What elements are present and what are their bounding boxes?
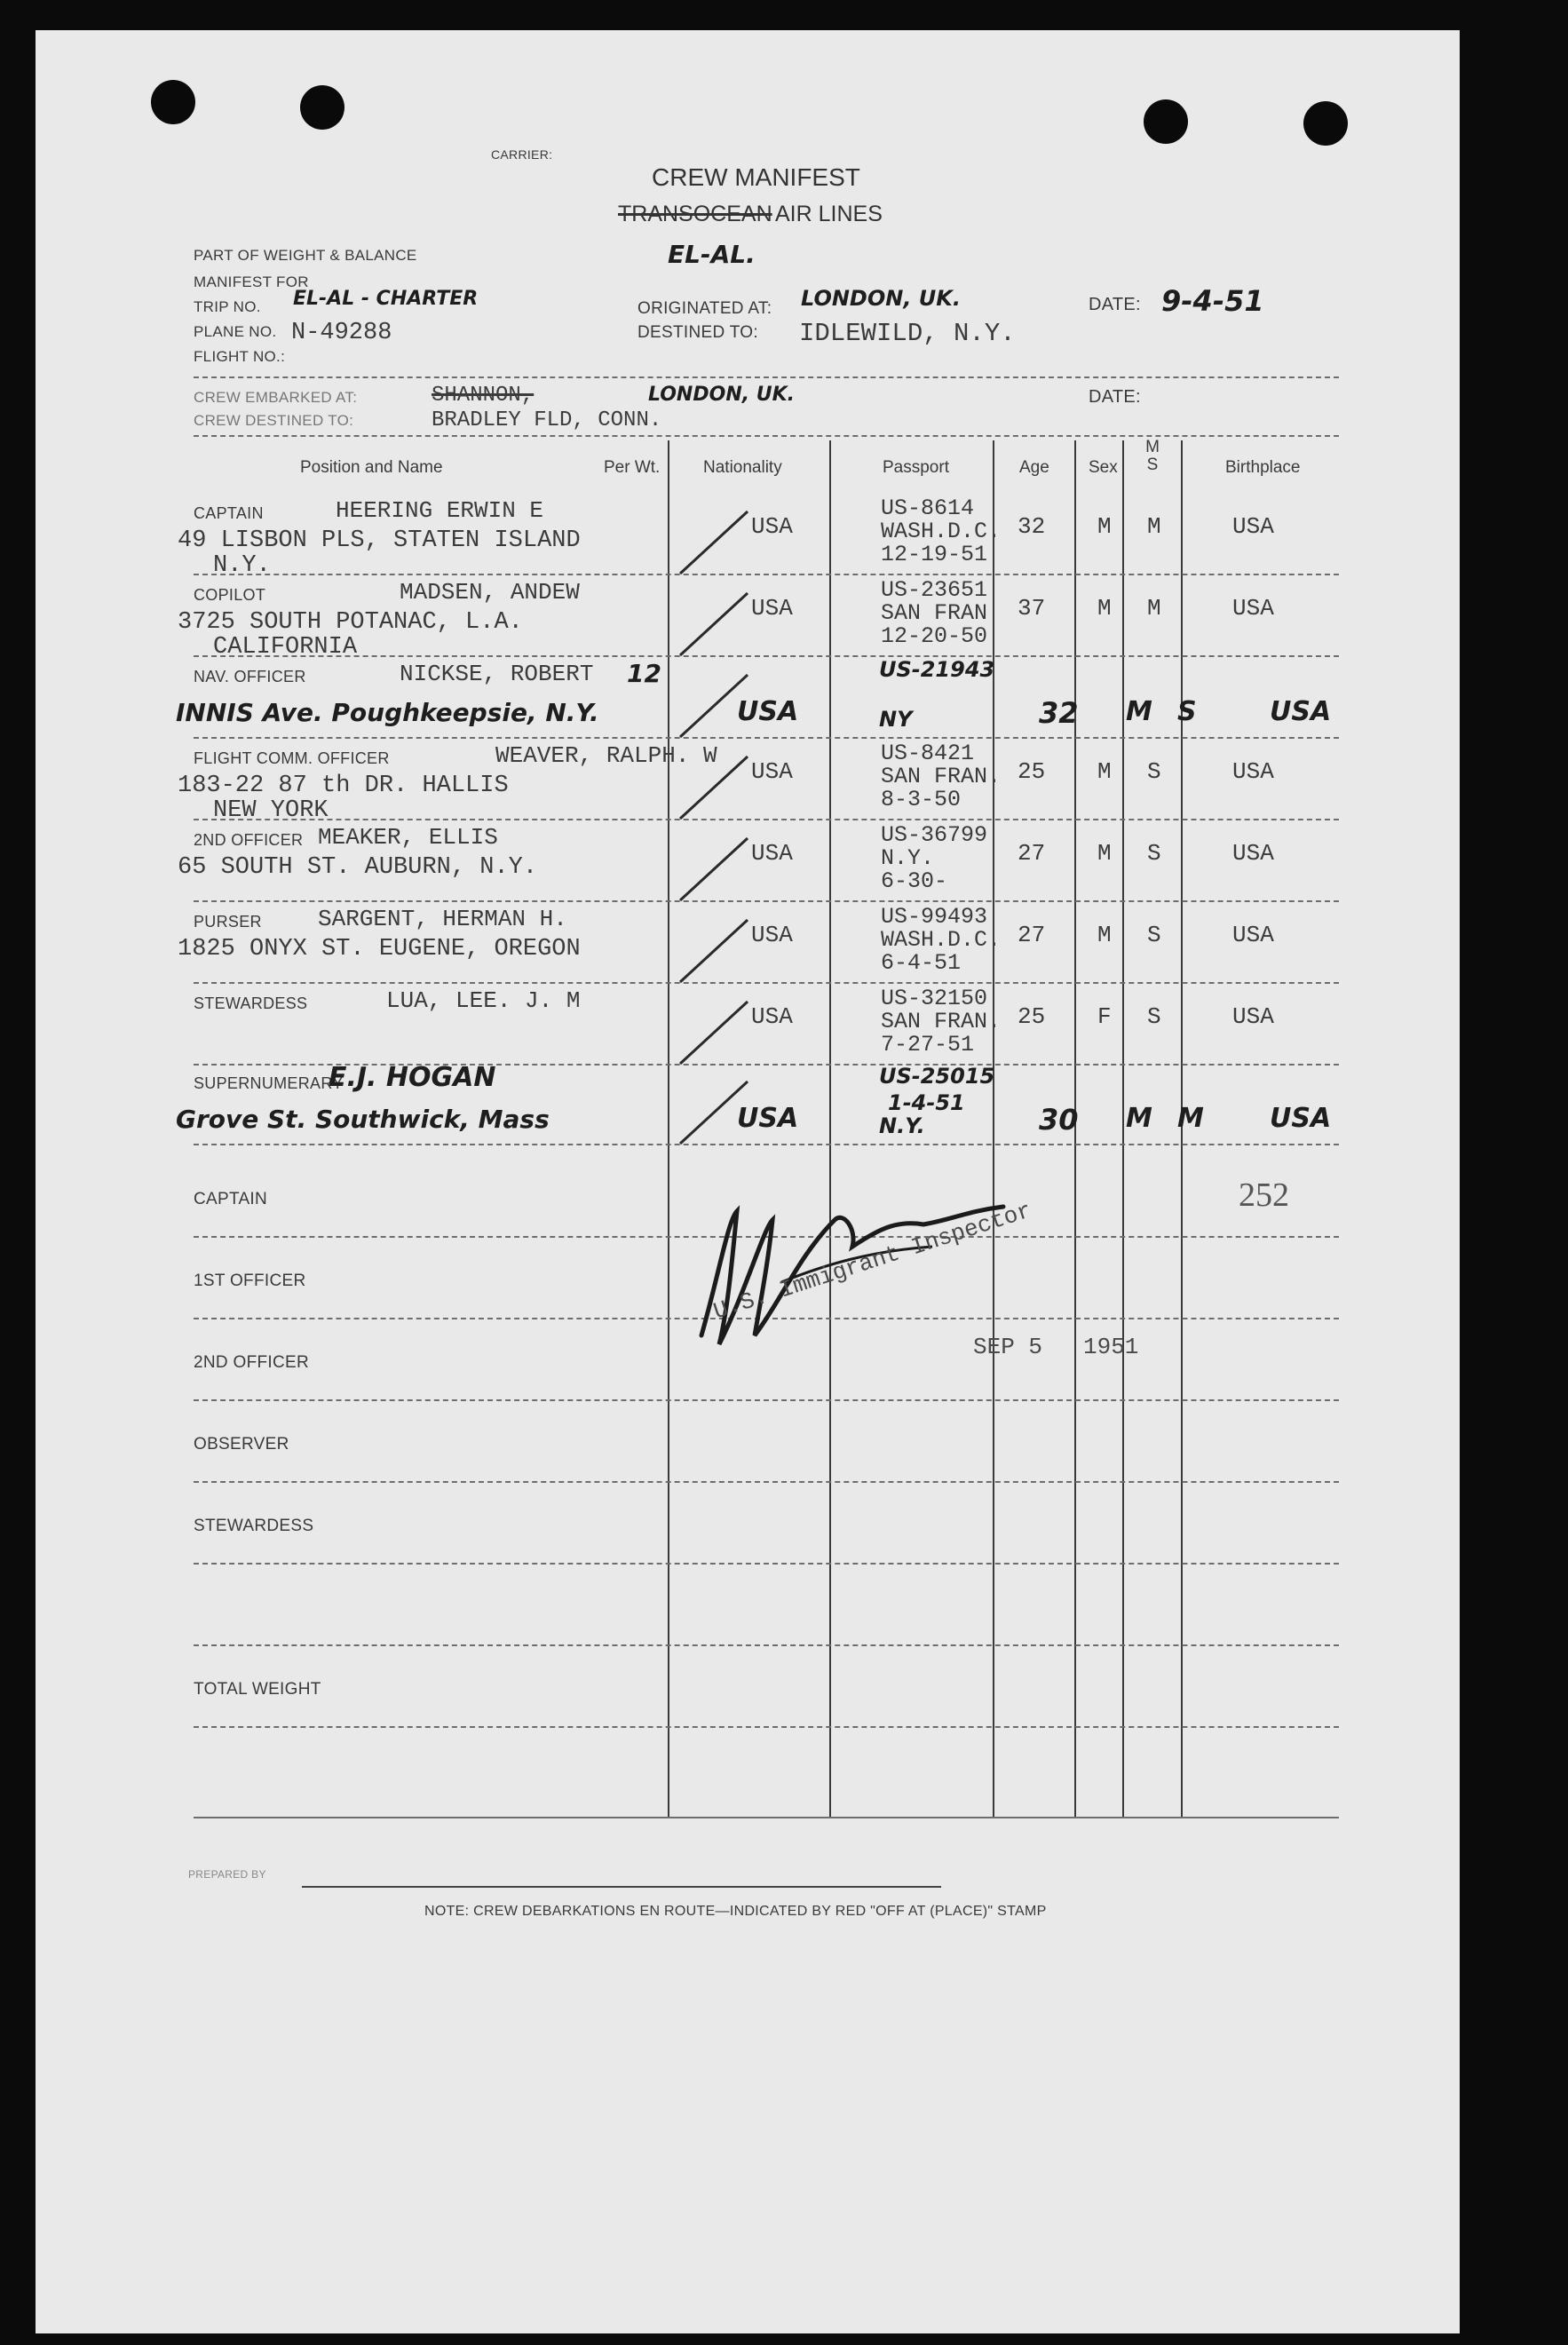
crew-name: NICKSE, ROBERT: [400, 661, 594, 687]
empty-row-label: STEWARDESS: [194, 1517, 314, 1535]
crew-nationality: USA: [751, 922, 793, 948]
crew-destined-label: CREW DESTINED TO:: [194, 412, 354, 429]
crew-name: SARGENT, HERMAN H.: [318, 906, 567, 932]
row-divider: [194, 1644, 1339, 1646]
crew-passport-place: 1-4-51: [888, 1090, 965, 1115]
crew-sex: F: [1097, 1003, 1112, 1030]
crew-passport-place: WASH.D.C.: [881, 519, 1002, 544]
crew-address: 49 LISBON PLS, STATEN ISLAND: [178, 527, 581, 554]
crew-passport-place: SAN FRAN: [881, 600, 988, 626]
crew-passport-number: US-21943: [879, 657, 995, 682]
crew-age: 30: [1039, 1103, 1079, 1137]
crew-address: 1825 ONYX ST. EUGENE, OREGON: [178, 936, 581, 963]
crew-name-extra: 12: [627, 659, 661, 688]
crew-passport-number: US-8421: [881, 741, 975, 766]
inspector-stamp: U.S. Immigrant Inspector: [710, 1197, 1035, 1326]
crew-age: 27: [1018, 840, 1046, 867]
crew-sex: M: [1126, 696, 1152, 727]
crew-position: CAPTAIN: [194, 504, 264, 522]
crew-position: COPILOT: [194, 586, 266, 604]
crew-age: 32: [1039, 696, 1079, 730]
crew-passport-place: SAN FRAN.: [881, 1009, 1002, 1034]
destined-value: IDLEWILD, N.Y.: [799, 319, 1016, 348]
crew-marital-status: M: [1147, 513, 1161, 540]
crew-birthplace: USA: [1232, 513, 1274, 540]
destined-label: DESTINED TO:: [637, 323, 758, 342]
nationality-check-mark: [677, 590, 756, 661]
crew-birthplace: USA: [1270, 1103, 1332, 1134]
crew-birthplace: USA: [1232, 922, 1274, 948]
row-divider: [194, 737, 1339, 739]
crew-nationality: USA: [751, 758, 793, 785]
crew-destined-value: BRADLEY FLD, CONN.: [432, 408, 662, 432]
crew-address: 3725 SOUTH POTANAC, L.A.: [178, 609, 523, 636]
nationality-check-mark: [677, 753, 756, 824]
date-label: DATE:: [1089, 295, 1141, 314]
originated-value: LONDON, UK.: [801, 286, 962, 311]
crew-nationality: USA: [737, 696, 799, 727]
manifest-page: [36, 30, 1460, 2333]
crew-embarked-struck: SHANNON,: [432, 384, 535, 408]
crew-age: 27: [1018, 922, 1046, 948]
flight-label: FLIGHT NO.:: [194, 348, 286, 365]
crew-sex: M: [1126, 1103, 1152, 1134]
crew-nationality: USA: [737, 1103, 799, 1134]
empty-row-label: CAPTAIN: [194, 1190, 268, 1208]
crew-position: SUPERNUMERARY: [194, 1074, 344, 1092]
crew-birthplace: USA: [1270, 696, 1332, 727]
punch-hole: [1144, 99, 1188, 144]
crew-position: 2ND OFFICER: [194, 831, 304, 849]
crew-nationality: USA: [751, 1003, 793, 1030]
punch-hole: [300, 85, 344, 130]
empty-row-label: TOTAL WEIGHT: [194, 1680, 321, 1699]
crew-passport-date: 12-19-51: [881, 542, 988, 567]
row-divider: [194, 1144, 1339, 1145]
col-per-wt: Per Wt.: [604, 458, 661, 477]
crew-marital-status: S: [1177, 696, 1197, 727]
crew-marital-status: S: [1147, 1003, 1161, 1030]
trip-value: EL-AL - CHARTER: [293, 288, 479, 310]
part-of-label: PART OF WEIGHT & BALANCE: [194, 247, 417, 264]
nationality-check-mark: [677, 916, 756, 987]
row-divider: [194, 1481, 1339, 1483]
crew-sex: M: [1097, 922, 1112, 948]
prepared-by-label: PREPARED BY: [188, 1868, 266, 1881]
crew-marital-status: M: [1147, 595, 1161, 622]
crew-passport-place: SAN FRAN.: [881, 764, 1002, 789]
crew-address: 65 SOUTH ST. AUBURN, N.Y.: [178, 854, 538, 881]
crew-passport-date: 12-20-50: [881, 623, 988, 649]
crew-age: 32: [1018, 513, 1046, 540]
crew-passport-place: N.Y.: [881, 845, 935, 871]
empty-row-label: 2ND OFFICER: [194, 1353, 309, 1372]
empty-row-label: OBSERVER: [194, 1435, 289, 1454]
col-passport: Passport: [883, 458, 949, 477]
crew-birthplace: USA: [1232, 840, 1274, 867]
crew-address-line2: N.Y.: [213, 552, 271, 579]
trip-label: TRIP NO.: [194, 298, 261, 315]
crew-passport-number: US-25015: [879, 1064, 995, 1089]
stamp-date-year: 1951: [1083, 1334, 1139, 1360]
date2-label: DATE:: [1089, 387, 1141, 407]
col-nationality: Nationality: [703, 458, 782, 477]
punch-hole: [151, 80, 195, 124]
stamp-date-month: SEP 5: [973, 1334, 1043, 1360]
date-value: 9-4-51: [1161, 284, 1264, 318]
col-marital-status: M S: [1145, 438, 1160, 474]
nationality-check-mark: [677, 508, 756, 579]
punch-hole: [1303, 101, 1348, 146]
crew-passport-number: US-23651: [881, 577, 988, 603]
crew-address: Grove St. Southwick, Mass: [176, 1105, 550, 1134]
handwritten-airline: EL-AL.: [668, 240, 756, 269]
crew-birthplace: USA: [1232, 1003, 1274, 1030]
plane-label: PLANE NO.: [194, 323, 277, 340]
crew-age: 25: [1018, 1003, 1046, 1030]
crew-marital-status: M: [1177, 1103, 1204, 1134]
crew-sex: M: [1097, 840, 1112, 867]
nationality-check-mark: [677, 998, 756, 1069]
page-number: 252: [1239, 1176, 1289, 1214]
crew-sex: M: [1097, 758, 1112, 785]
originated-label: ORIGINATED AT:: [637, 299, 772, 318]
row-divider: [194, 1726, 1339, 1728]
row-divider: [194, 1399, 1339, 1401]
crew-passport-number: US-32150: [881, 986, 988, 1011]
crew-name: MEAKER, ELLIS: [318, 824, 498, 851]
crew-embarked-value: LONDON, UK.: [648, 384, 796, 406]
empty-row-label: 1ST OFFICER: [194, 1272, 306, 1290]
crew-passport-date: 7-27-51: [881, 1032, 975, 1058]
crew-passport-date: NY: [879, 707, 913, 732]
nationality-check-mark: [677, 835, 756, 906]
air-lines-label: AIR LINES: [775, 202, 883, 226]
crew-marital-status: S: [1147, 922, 1161, 948]
col-sex: Sex: [1089, 458, 1118, 477]
col-birthplace: Birthplace: [1225, 458, 1301, 477]
row-divider: [194, 900, 1339, 902]
crew-name: LUA, LEE. J. M: [386, 987, 581, 1014]
crew-nationality: USA: [751, 513, 793, 540]
row-divider: [194, 574, 1339, 575]
row-divider: [194, 982, 1339, 984]
crew-passport-date: 6-4-51: [881, 950, 962, 976]
plane-value: N-49288: [291, 320, 392, 346]
crew-nationality: USA: [751, 595, 793, 622]
col-age: Age: [1019, 458, 1049, 477]
crew-marital-status: S: [1147, 840, 1161, 867]
crew-position: STEWARDESS: [194, 994, 308, 1012]
crew-embarked-label: CREW EMBARKED AT:: [194, 389, 358, 406]
crew-name: HEERING ERWIN E: [336, 497, 544, 524]
manifest-for-label: MANIFEST FOR: [194, 273, 309, 290]
crew-birthplace: USA: [1232, 758, 1274, 785]
struck-airline-name: TRANSOCEAN: [618, 202, 772, 226]
crew-address: 183-22 87 th DR. HALLIS: [178, 772, 509, 799]
row-divider: [194, 819, 1339, 820]
crew-passport-place: WASH.D.C.: [881, 927, 1002, 953]
crew-passport-date: 6-30-: [881, 868, 948, 894]
crew-age: 37: [1018, 595, 1046, 622]
crew-passport-date: 8-3-50: [881, 787, 962, 812]
page-title: CREW MANIFEST: [652, 163, 860, 191]
row-divider: [194, 1563, 1339, 1565]
carrier-label: CARRIER:: [491, 147, 553, 162]
row-divider: [194, 655, 1339, 657]
crew-position: PURSER: [194, 913, 262, 931]
crew-address-line2: NEW YORK: [213, 797, 329, 824]
crew-passport-number: US-36799: [881, 822, 988, 848]
crew-birthplace: USA: [1232, 595, 1274, 622]
crew-passport-number: US-8614: [881, 495, 975, 521]
crew-name: MADSEN, ANDEW: [400, 579, 580, 606]
crew-marital-status: S: [1147, 758, 1161, 785]
crew-passport-date: N.Y.: [879, 1113, 925, 1138]
crew-sex: M: [1097, 595, 1112, 622]
crew-sex: M: [1097, 513, 1112, 540]
crew-name: E.J. HOGAN: [329, 1062, 496, 1093]
crew-position: NAV. OFFICER: [194, 668, 306, 685]
crew-address-line2: CALIFORNIA: [213, 634, 358, 661]
col-position-name: Position and Name: [300, 458, 443, 477]
crew-name: WEAVER, RALPH. W: [495, 742, 717, 769]
crew-nationality: USA: [751, 840, 793, 867]
crew-position: FLIGHT COMM. OFFICER: [194, 749, 390, 767]
crew-address: INNIS Ave. Poughkeepsie, N.Y.: [176, 698, 599, 727]
crew-age: 25: [1018, 758, 1046, 785]
footer-note: NOTE: CREW DEBARKATIONS EN ROUTE—INDICATED BY RED "OFF AT (PLACE)" STAMP: [424, 1904, 1047, 1919]
crew-passport-number: US-99493: [881, 904, 988, 930]
